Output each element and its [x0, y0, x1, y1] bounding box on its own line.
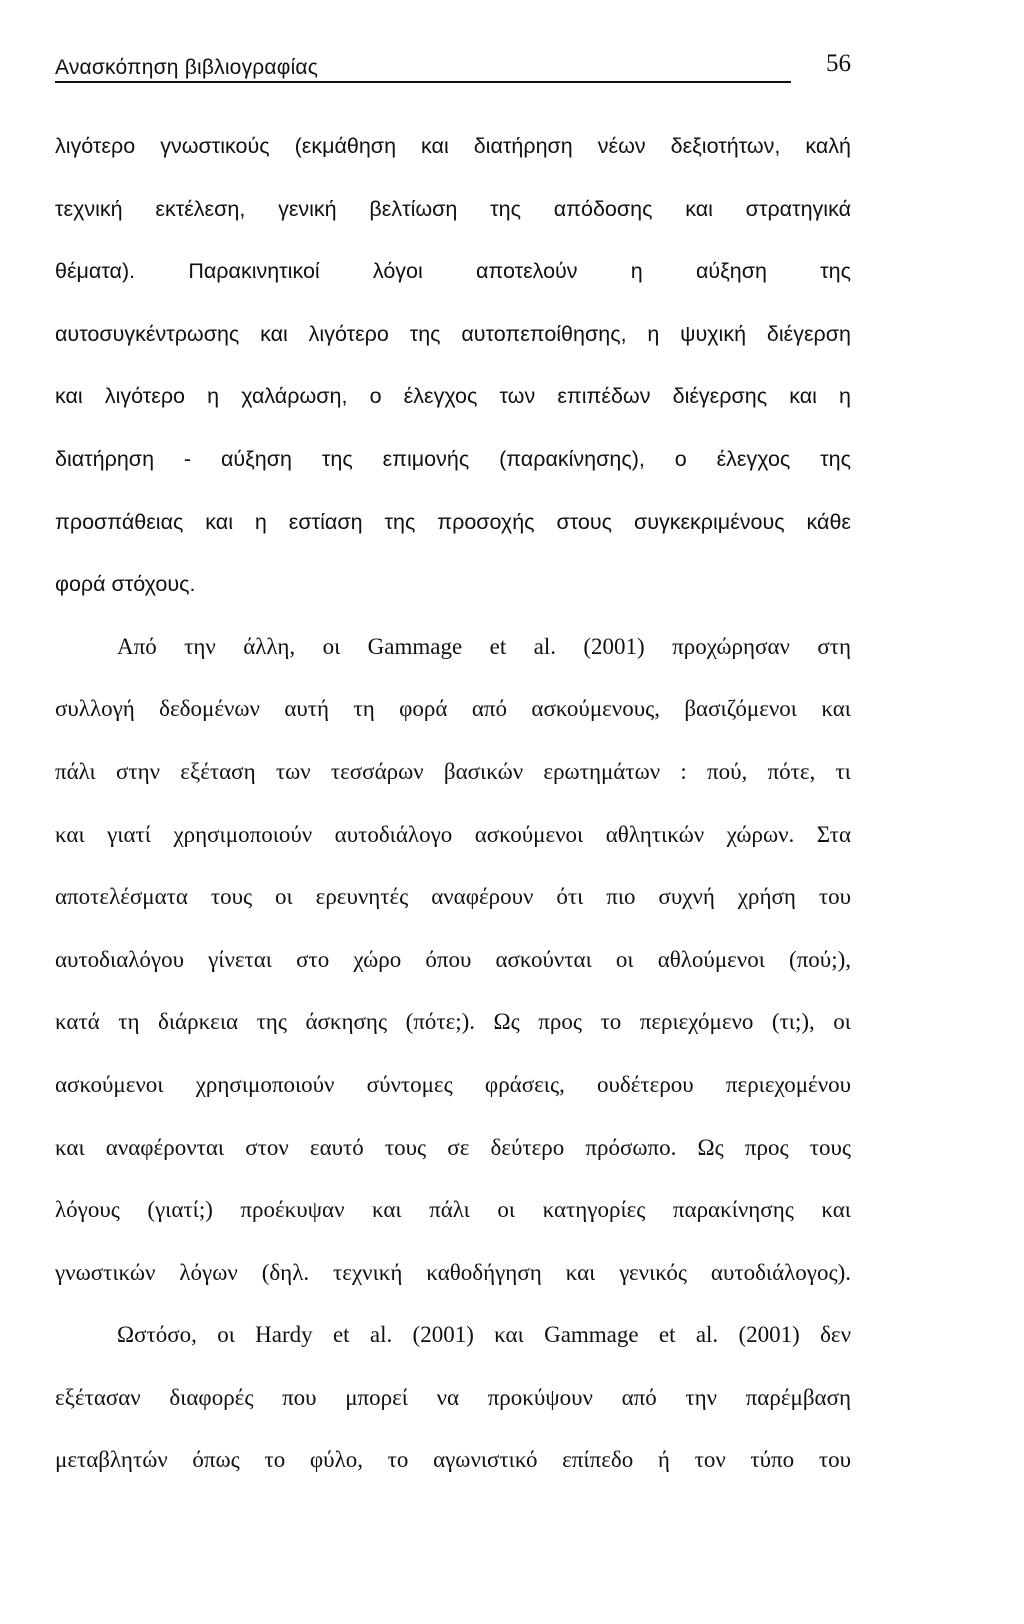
text-line: Από την άλλη, οι Gammage et al. (2001) προχώρησαν στη: [117, 633, 851, 659]
text-line: κατά τη διάρκεια της άσκησης (πότε;). Ως προς το περιεχόμενο (τι;), οι: [55, 1009, 851, 1035]
text-line: και αναφέρονται στον εαυτό τους σε δεύτερο πρόσωπο. Ως προς τους: [55, 1134, 851, 1160]
text-line: και λιγότερο η χαλάρωση, ο έλεγχος των επιπέδων διέγερσης και η: [55, 384, 851, 409]
text-line: γνωστικών λόγων (δηλ. τεχνική καθοδήγηση και γενικός αυτοδιάλογος).: [55, 1259, 851, 1285]
text-line: θέματα). Παρακινητικοί λόγοι αποτελούν η αύξηση της: [55, 259, 851, 284]
text-line: τεχνική εκτέλεση, γενική βελτίωση της απόδοσης και στρατηγικά: [55, 196, 851, 221]
text-line: λόγους (γιατί;) προέκυψαν και πάλι οι κατηγορίες παρακίνησης και: [55, 1197, 851, 1223]
text-line: αυτοδιαλόγου γίνεται στο χώρο όπου ασκούνται οι αθλούμενοι (πού;),: [55, 946, 851, 972]
page-number: 56: [826, 50, 851, 77]
text-line: μεταβλητών όπως το φύλο, το αγωνιστικό επίπεδο ή τον τύπο του: [55, 1447, 851, 1473]
text-line: ασκούμενοι χρησιμοποιούν σύντομες φράσεις, ουδέτερου περιεχομένου: [55, 1071, 851, 1097]
section-title: Ανασκόπηση βιβλιογραφίας: [55, 56, 319, 79]
text-line: εξέτασαν διαφορές που μπορεί να προκύψουν από την παρέμβαση: [55, 1384, 851, 1410]
text-line: αποτελέσματα τους οι ερευνητές αναφέρουν ότι πιο συχνή χρήση του: [55, 884, 851, 910]
text-line: λιγότερο γνωστικούς (εκμάθηση και διατήρηση νέων δεξιοτήτων, καλή: [55, 134, 851, 158]
text-line: και γιατί χρησιμοποιούν αυτοδιάλογο ασκούμενοι αθλητικών χώρων. Στα: [55, 821, 851, 847]
text-line: αυτοσυγκέντρωσης και λιγότερο της αυτοπεποίθησης, η ψυχική διέγερση: [55, 321, 851, 346]
text-line: συλλογή δεδομένων αυτή τη φορά από ασκούμενους, βασιζόμενοι και: [55, 696, 851, 722]
text-line: Ωστόσο, οι Hardy et al. (2001) και Gammage et al. (2001) δεν: [117, 1322, 851, 1348]
header-rule: [55, 81, 791, 83]
running-header: [55, 50, 851, 86]
text-line: προσπάθειας και η εστίαση της προσοχής στους συγκεκριμένους κάθε: [55, 509, 851, 534]
body-text: [55, 115, 851, 1492]
text-line: πάλι στην εξέταση των τεσσάρων βασικών ερωτημάτων : πού, πότε, τι: [55, 758, 851, 784]
text-line: διατήρηση - αύξηση της επιμονής (παρακίνησης), ο έλεγχος της: [55, 446, 851, 471]
text-line: φορά στόχους.: [55, 572, 196, 597]
